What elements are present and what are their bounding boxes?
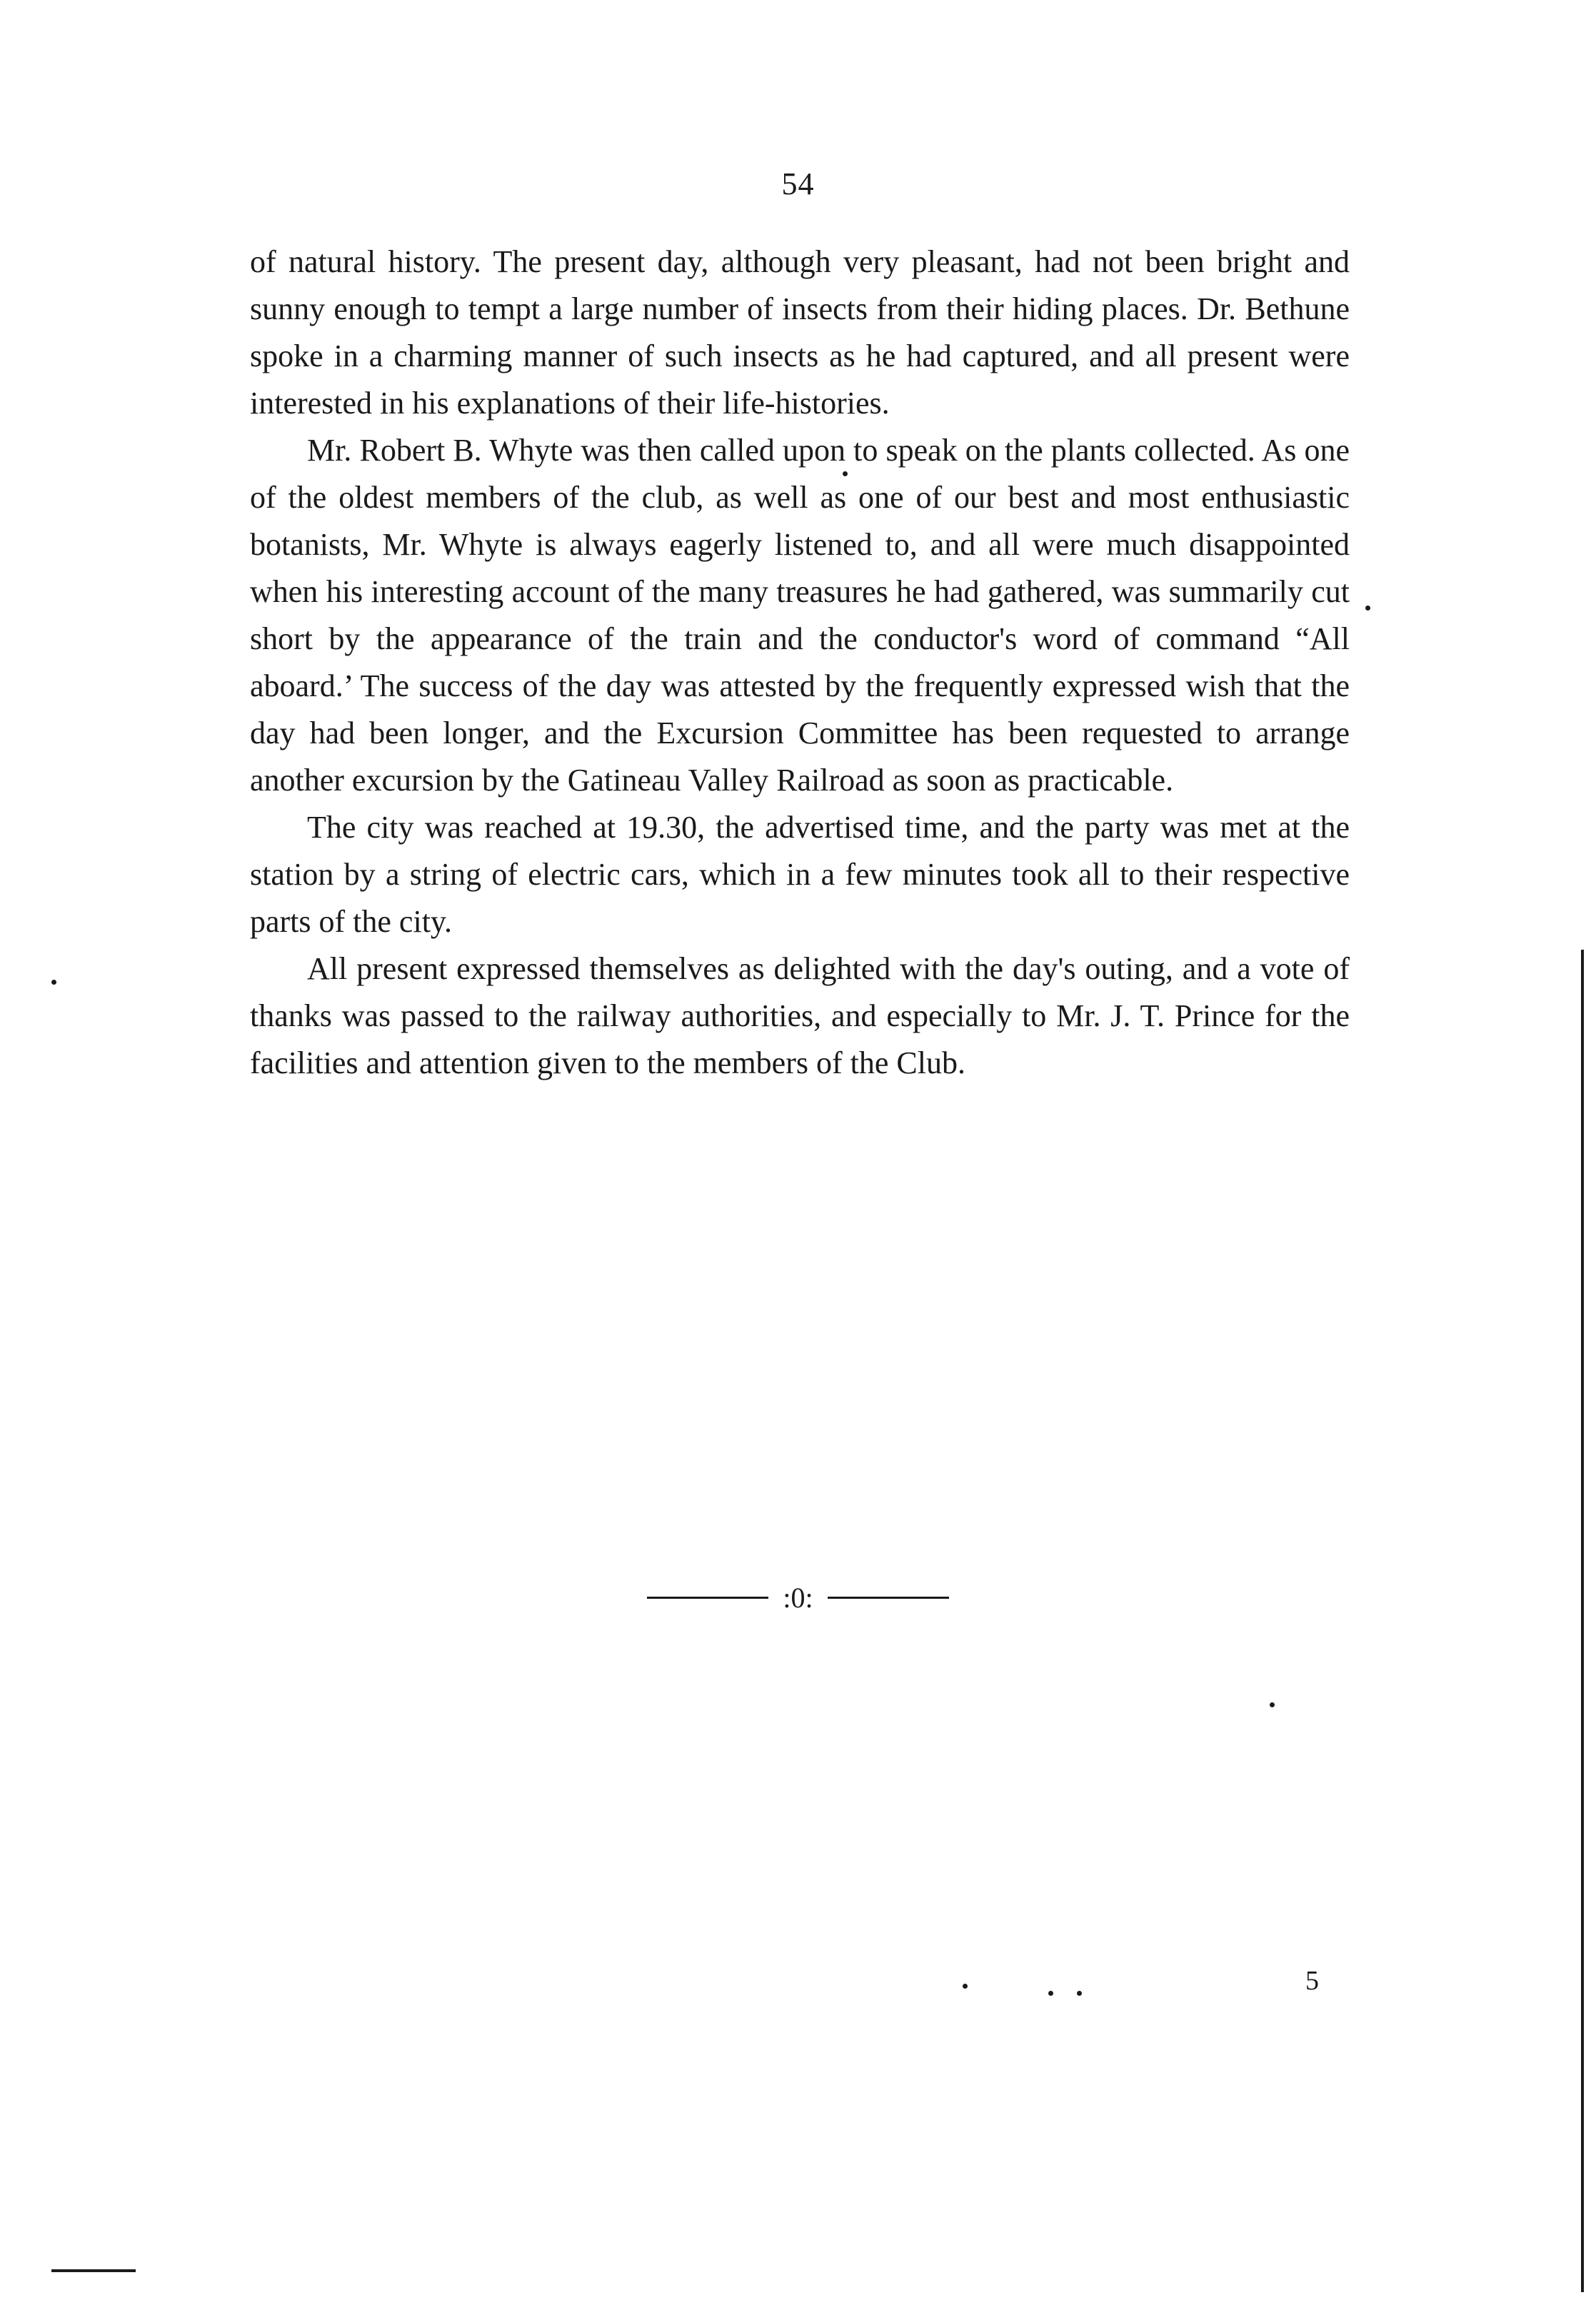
paragraph-4: All present expressed themselves as delighted with the day's outing, and a vote of thanks was passed to the railway authorities, and especially to Mr. J. T. Prince for the facilities and attention given to the members of the Club. bbox=[250, 951, 1350, 1080]
paragraph-3: The city was reached at 19.30, the advertised time, and the party was met at the station by a string of electric cars, which in a few minutes took all to their respective parts of the city. bbox=[250, 810, 1350, 939]
page-number: 54 bbox=[781, 166, 815, 201]
stray-mark: 5 bbox=[1305, 1966, 1319, 1996]
paragraph-2: Mr. Robert B. Whyte was then called upon to speak on the plants collected. As one of the oldest members of the club, as well as one of our best and most enthusiastic botanists, Mr. Whyte is always eagerly listened to, and all were much disappointed when his interesting account of the many treasures he had gathered, was summarily cut short by the appearance of the train and the conductor's word of command “All aboard.’ The success of the day was attested by the frequently expressed wish that the day had been longer, and the Excursion Committee has been requested to arrange another excursion by the Gatineau Valley Railroad as soon as practicable. bbox=[250, 433, 1350, 798]
scan-speck bbox=[1077, 1991, 1082, 1996]
scan-speck bbox=[963, 1984, 968, 1989]
scan-speck bbox=[1048, 1991, 1053, 1996]
body-text bbox=[250, 238, 1350, 1087]
page-edge-rule bbox=[1581, 950, 1584, 2292]
paragraph-1: of natural history. The present day, although very pleasant, had not been bright and sunny enough to tempt a large number of insects from their hiding places. Dr. Bethune spoke in a charming manner of such insects as he had captured, and all present were interested in his explanations of their life-histories. bbox=[250, 244, 1350, 421]
section-divider bbox=[0, 1578, 1596, 1614]
scan-speck bbox=[843, 471, 848, 476]
scan-speck bbox=[1365, 606, 1370, 611]
divider-line-right bbox=[828, 1597, 949, 1599]
scan-speck bbox=[1270, 1702, 1275, 1707]
divider-ornament: :0: bbox=[783, 1582, 813, 1614]
scan-speck bbox=[51, 980, 56, 985]
bottom-margin-mark bbox=[51, 2269, 136, 2272]
divider-line-left bbox=[647, 1597, 768, 1599]
